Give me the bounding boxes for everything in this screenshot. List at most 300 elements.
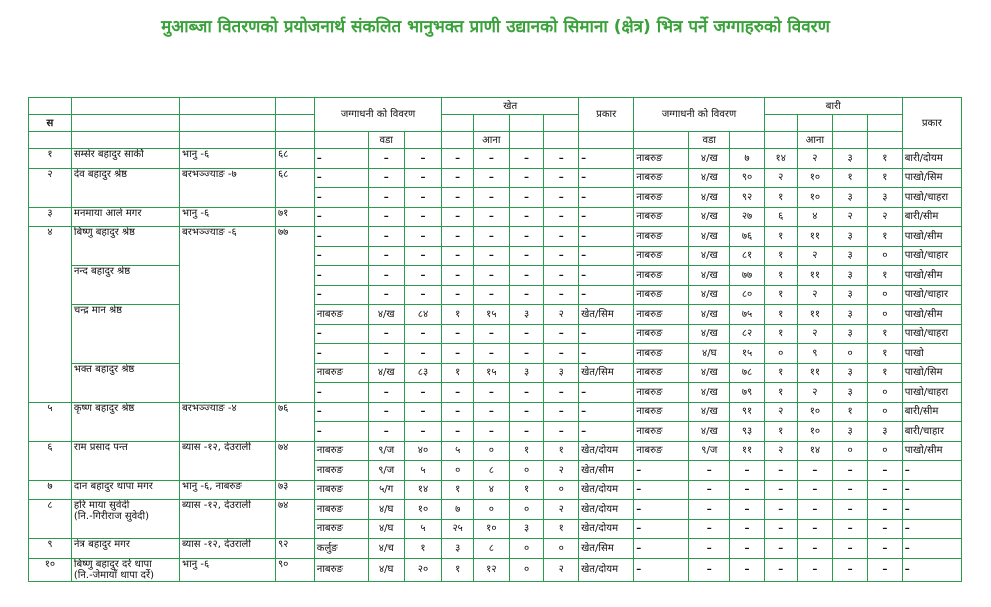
khet-cell: ० bbox=[544, 539, 579, 559]
khet-cell: ५ bbox=[404, 519, 442, 539]
bari-cell: ११ bbox=[730, 441, 765, 461]
khet-cell: – bbox=[368, 402, 404, 422]
bari-cell: १ bbox=[764, 383, 797, 403]
bari-cell: ७६ bbox=[730, 227, 765, 247]
khet-cell: ० bbox=[442, 461, 474, 481]
bari-cell: – bbox=[797, 539, 833, 559]
bari-cell: नाबरुङ bbox=[634, 422, 689, 442]
bari-cell: १ bbox=[764, 266, 797, 286]
bari-cell: – bbox=[764, 519, 797, 539]
khet-type: – bbox=[579, 266, 634, 286]
bari-type: पाखो/सीम bbox=[902, 441, 961, 461]
khet-cell: – bbox=[442, 168, 474, 188]
khet-cell: – bbox=[404, 246, 442, 266]
bari-cell: – bbox=[797, 519, 833, 539]
owner-name: मनमाया आले मगर bbox=[73, 207, 142, 219]
bari-cell: – bbox=[634, 558, 689, 581]
table-row bbox=[29, 149, 962, 169]
khet-cell: – bbox=[544, 168, 579, 188]
bari-cell: ४/ख bbox=[689, 227, 730, 247]
page-title: मुआब्जा वितरणको प्रयोजनार्थ संकलित भानुभक्त प्राणी उद्यानको सिमाना (क्षेत्र) भित्र पर्ने जग्गाहरुको विवरण bbox=[161, 17, 830, 37]
header-row-3 bbox=[29, 132, 962, 149]
khet-type: खेत/सिम bbox=[579, 539, 634, 559]
table-row bbox=[29, 480, 962, 500]
bari-cell: ४/ख bbox=[689, 188, 730, 208]
khet-cell: – bbox=[544, 227, 579, 247]
khet-cell: ० bbox=[509, 500, 544, 520]
khet-cell: – bbox=[442, 324, 474, 344]
bari-cell: नाबरुङ bbox=[634, 441, 689, 461]
khet-cell: – bbox=[442, 207, 474, 227]
owner-name: बिष्णु बहादुर श्रेष्ठ bbox=[73, 227, 135, 238]
khet-type: – bbox=[579, 344, 634, 364]
khet-cell: कर्लुङ bbox=[314, 539, 368, 559]
bari-cell: नाबरुङ bbox=[634, 383, 689, 403]
row-serial: ३ bbox=[29, 207, 72, 227]
bari-cell: ९२ bbox=[730, 188, 765, 208]
header-sn-label: स bbox=[29, 115, 72, 132]
bari-cell: – bbox=[833, 558, 868, 581]
bari-cell: १४ bbox=[797, 441, 833, 461]
table-row bbox=[29, 539, 962, 559]
khet-cell: ० bbox=[473, 441, 509, 461]
header-khet-owner: जग्गाधनी को विवरण bbox=[314, 98, 442, 132]
bari-cell: १ bbox=[764, 246, 797, 266]
khet-cell: – bbox=[314, 402, 368, 422]
row-serial: २ bbox=[29, 168, 72, 207]
khet-cell: ७ bbox=[442, 500, 474, 520]
table-row bbox=[29, 168, 962, 188]
bari-cell: नाबरुङ bbox=[634, 168, 689, 188]
khet-cell: – bbox=[314, 383, 368, 403]
khet-cell: १ bbox=[442, 363, 474, 383]
khet-cell: – bbox=[368, 324, 404, 344]
khet-cell: – bbox=[404, 207, 442, 227]
khet-cell: नाबरुङ bbox=[314, 480, 368, 500]
khet-cell: ९/ज bbox=[368, 461, 404, 481]
khet-type: – bbox=[579, 227, 634, 247]
bari-cell: १० bbox=[797, 422, 833, 442]
khet-cell: नाबरुङ bbox=[314, 500, 368, 520]
bari-cell: ४/ख bbox=[689, 422, 730, 442]
bari-cell: नाबरुङ bbox=[634, 266, 689, 286]
bari-cell: २ bbox=[797, 246, 833, 266]
row-number: ७६ bbox=[275, 402, 314, 441]
bari-type: पाखो/सिम bbox=[902, 168, 961, 188]
row-number: ७४ bbox=[275, 500, 314, 539]
khet-cell: – bbox=[442, 383, 474, 403]
bari-cell: – bbox=[867, 461, 902, 481]
bari-cell: ४/ख bbox=[689, 266, 730, 286]
khet-type: – bbox=[579, 324, 634, 344]
khet-cell: – bbox=[509, 227, 544, 247]
bari-cell: ३ bbox=[833, 266, 868, 286]
bari-cell: – bbox=[797, 461, 833, 481]
khet-type: – bbox=[579, 402, 634, 422]
khet-type: – bbox=[579, 383, 634, 403]
bari-cell: १ bbox=[867, 344, 902, 364]
khet-type: – bbox=[579, 188, 634, 208]
row-serial: ४ bbox=[29, 227, 72, 403]
khet-cell: २० bbox=[404, 558, 442, 581]
bari-cell: ३ bbox=[833, 363, 868, 383]
bari-cell: ७ bbox=[730, 149, 765, 169]
row-owner-name bbox=[71, 149, 179, 169]
khet-cell: – bbox=[442, 188, 474, 208]
row-owner-name bbox=[71, 168, 179, 207]
owner-name: बिष्णु बहादुर दर्रे थापा bbox=[73, 558, 152, 570]
bari-cell: १ bbox=[867, 168, 902, 188]
khet-cell: – bbox=[473, 188, 509, 208]
khet-cell: नाबरुङ bbox=[314, 305, 368, 325]
bari-cell: – bbox=[689, 519, 730, 539]
bari-type: – bbox=[902, 461, 961, 481]
khet-cell: – bbox=[544, 207, 579, 227]
khet-cell: – bbox=[509, 324, 544, 344]
header-bari-type: प्रकार bbox=[902, 98, 961, 149]
khet-cell: – bbox=[368, 168, 404, 188]
khet-cell: – bbox=[544, 402, 579, 422]
khet-cell: ९/ज bbox=[368, 441, 404, 461]
khet-cell: – bbox=[544, 383, 579, 403]
row-serial: १ bbox=[29, 149, 72, 169]
bari-cell: ४/ख bbox=[689, 305, 730, 325]
khet-cell: – bbox=[509, 207, 544, 227]
khet-type: खेत/दोयम bbox=[579, 441, 634, 461]
bari-cell: ० bbox=[867, 383, 902, 403]
khet-cell: – bbox=[314, 168, 368, 188]
bari-cell: ७७ bbox=[730, 266, 765, 286]
khet-cell: ३ bbox=[509, 363, 544, 383]
row-address: बरभञ्ज्याङ -६ bbox=[180, 227, 276, 403]
khet-cell: – bbox=[544, 285, 579, 305]
bari-cell: १ bbox=[867, 266, 902, 286]
khet-cell: २५ bbox=[442, 519, 474, 539]
row-address: बरभञ्ज्याङ -७ bbox=[180, 168, 276, 207]
khet-cell: – bbox=[544, 246, 579, 266]
header-bari-owner: जग्गाधनी को विवरण bbox=[634, 98, 765, 132]
bari-cell: ० bbox=[867, 402, 902, 422]
row-number: ६८ bbox=[275, 149, 314, 169]
row-owner-name bbox=[71, 539, 179, 559]
khet-cell: – bbox=[368, 285, 404, 305]
table-row bbox=[29, 227, 962, 247]
khet-cell: – bbox=[314, 149, 368, 169]
khet-cell: – bbox=[509, 149, 544, 169]
bari-cell: ४/ख bbox=[689, 363, 730, 383]
bari-cell: १ bbox=[867, 149, 902, 169]
bari-cell: नाबरुङ bbox=[634, 246, 689, 266]
bari-cell: – bbox=[634, 461, 689, 481]
bari-cell: ३ bbox=[833, 227, 868, 247]
khet-cell: १ bbox=[509, 480, 544, 500]
bari-cell: ८१ bbox=[730, 246, 765, 266]
khet-cell: ४/घ bbox=[368, 519, 404, 539]
bari-cell: – bbox=[833, 519, 868, 539]
row-owner-name bbox=[71, 558, 179, 581]
owner-name-note: (नि.-जेमायाँ थापा दर्रे) bbox=[73, 569, 154, 581]
khet-cell: ४/ख bbox=[368, 363, 404, 383]
row-owner-name bbox=[71, 207, 179, 227]
bari-type: पाखो/सीम bbox=[902, 266, 961, 286]
bari-cell: – bbox=[764, 461, 797, 481]
khet-cell: – bbox=[509, 344, 544, 364]
bari-type: बारी/सीम bbox=[902, 402, 961, 422]
khet-cell: ० bbox=[509, 461, 544, 481]
bari-type: पाखो bbox=[902, 344, 961, 364]
owner-name: चन्द्र मान श्रेष्ठ bbox=[73, 305, 123, 316]
bari-type: पाखो/सीम bbox=[902, 305, 961, 325]
bari-cell: – bbox=[634, 539, 689, 559]
bari-cell: – bbox=[730, 519, 765, 539]
khet-type: खेत/दोयम bbox=[579, 480, 634, 500]
bari-cell: ११ bbox=[797, 363, 833, 383]
row-address: भानु -६ bbox=[180, 149, 276, 169]
bari-type: – bbox=[902, 480, 961, 500]
header-khet-ward: वडा bbox=[368, 132, 404, 149]
bari-cell: ३ bbox=[833, 305, 868, 325]
row-owner-name bbox=[71, 402, 179, 441]
khet-cell: – bbox=[368, 227, 404, 247]
bari-cell: १ bbox=[833, 402, 868, 422]
row-address: भानु -६, नाबरुङ bbox=[180, 480, 276, 500]
khet-cell: – bbox=[404, 266, 442, 286]
bari-type: पाखो/सिम bbox=[902, 363, 961, 383]
khet-cell: – bbox=[442, 422, 474, 442]
bari-type: – bbox=[902, 558, 961, 581]
khet-cell: नाबरुङ bbox=[314, 558, 368, 581]
khet-cell: – bbox=[314, 285, 368, 305]
bari-cell: ६ bbox=[764, 207, 797, 227]
bari-cell: १ bbox=[867, 363, 902, 383]
bari-cell: १० bbox=[797, 402, 833, 422]
khet-cell: – bbox=[314, 344, 368, 364]
khet-type: – bbox=[579, 285, 634, 305]
khet-cell: १ bbox=[442, 480, 474, 500]
bari-cell: ३ bbox=[833, 246, 868, 266]
bari-cell: ७५ bbox=[730, 305, 765, 325]
bari-type: बारी/दोयम bbox=[902, 149, 961, 169]
khet-cell: – bbox=[404, 422, 442, 442]
bari-cell: – bbox=[764, 558, 797, 581]
khet-cell: ० bbox=[509, 539, 544, 559]
header-sn bbox=[29, 98, 72, 115]
owner-name: दान बहादुर थापा मगर bbox=[73, 480, 153, 492]
khet-cell: २ bbox=[544, 305, 579, 325]
khet-cell: ४/घ bbox=[368, 558, 404, 581]
land-register-table bbox=[28, 97, 962, 582]
khet-type: – bbox=[579, 207, 634, 227]
bari-cell: ४/ख bbox=[689, 402, 730, 422]
khet-cell: ० bbox=[473, 500, 509, 520]
khet-cell: – bbox=[509, 383, 544, 403]
khet-cell: – bbox=[368, 149, 404, 169]
bari-cell: ९३ bbox=[730, 422, 765, 442]
row-address: ब्यास -१२, देउराली bbox=[180, 500, 276, 539]
bari-type: – bbox=[902, 539, 961, 559]
row-number: ७३ bbox=[275, 480, 314, 500]
row-owner-name bbox=[71, 305, 179, 364]
owner-name: देव बहादुर श्रेष्ठ bbox=[73, 168, 128, 180]
owner-name: राम प्रसाद पन्त bbox=[73, 441, 128, 453]
khet-cell: – bbox=[442, 246, 474, 266]
khet-cell: – bbox=[442, 402, 474, 422]
table-row bbox=[29, 207, 962, 227]
bari-cell: ० bbox=[867, 305, 902, 325]
bari-cell: २ bbox=[764, 441, 797, 461]
khet-cell: – bbox=[314, 246, 368, 266]
khet-cell: २ bbox=[544, 500, 579, 520]
khet-cell: – bbox=[404, 149, 442, 169]
bari-cell: १ bbox=[764, 324, 797, 344]
row-owner-name bbox=[71, 441, 179, 480]
bari-cell: ४/ख bbox=[689, 324, 730, 344]
khet-cell: – bbox=[473, 227, 509, 247]
bari-cell: नाबरुङ bbox=[634, 207, 689, 227]
bari-cell: – bbox=[689, 539, 730, 559]
bari-cell: – bbox=[689, 500, 730, 520]
khet-cell: १२ bbox=[473, 558, 509, 581]
khet-cell: – bbox=[473, 266, 509, 286]
bari-cell: १ bbox=[764, 305, 797, 325]
khet-cell: – bbox=[404, 227, 442, 247]
khet-cell: – bbox=[404, 402, 442, 422]
row-serial: १० bbox=[29, 558, 72, 581]
bari-cell: ४/घ bbox=[689, 344, 730, 364]
khet-type: खेत/सिम bbox=[579, 305, 634, 325]
bari-cell: ११ bbox=[797, 227, 833, 247]
bari-cell: ४/ख bbox=[689, 246, 730, 266]
header-bari-aana: आना bbox=[797, 132, 833, 149]
khet-type: खेत/सीम bbox=[579, 461, 634, 481]
khet-cell: – bbox=[404, 188, 442, 208]
bari-cell: ० bbox=[867, 441, 902, 461]
bari-cell: ३ bbox=[867, 422, 902, 442]
khet-cell: १ bbox=[544, 519, 579, 539]
khet-cell: १५ bbox=[473, 363, 509, 383]
bari-type: पाखो/चाहरा bbox=[902, 324, 961, 344]
header-row-1 bbox=[29, 98, 962, 115]
owner-name: हरि माया सुवेदी bbox=[73, 500, 130, 511]
bari-cell: ९ bbox=[797, 344, 833, 364]
bari-cell: – bbox=[797, 480, 833, 500]
header-row-2 bbox=[29, 115, 962, 132]
header-bari: बारी bbox=[764, 98, 902, 115]
bari-cell: २ bbox=[764, 168, 797, 188]
table-row bbox=[29, 441, 962, 461]
row-number: ६८ bbox=[275, 168, 314, 207]
bari-cell: २ bbox=[797, 324, 833, 344]
bari-type: पाखो/चाहरा bbox=[902, 188, 961, 208]
row-number: ७७ bbox=[275, 227, 314, 403]
khet-cell: ३ bbox=[509, 305, 544, 325]
row-owner-name bbox=[71, 227, 179, 266]
bari-cell: २ bbox=[797, 383, 833, 403]
row-serial: ५ bbox=[29, 402, 72, 441]
bari-cell: नाबरुङ bbox=[634, 324, 689, 344]
bari-cell: ४/ख bbox=[689, 149, 730, 169]
header-khet-type: प्रकार bbox=[579, 98, 634, 132]
khet-cell: – bbox=[404, 344, 442, 364]
bari-cell: ८२ bbox=[730, 324, 765, 344]
khet-cell: – bbox=[509, 266, 544, 286]
bari-type: पाखो/चाहरा bbox=[902, 383, 961, 403]
bari-type: बारी/चाहार bbox=[902, 422, 961, 442]
khet-type: – bbox=[579, 168, 634, 188]
owner-name: नन्द बहादुर श्रेष्ठ bbox=[73, 266, 131, 277]
row-number: ७४ bbox=[275, 441, 314, 480]
bari-cell: – bbox=[833, 539, 868, 559]
bari-cell: २ bbox=[764, 402, 797, 422]
khet-cell: ५ bbox=[404, 461, 442, 481]
khet-cell: – bbox=[544, 344, 579, 364]
bari-cell: – bbox=[867, 558, 902, 581]
bari-cell: ३ bbox=[833, 383, 868, 403]
khet-cell: – bbox=[544, 188, 579, 208]
khet-cell: १४ bbox=[404, 480, 442, 500]
row-owner-name bbox=[71, 363, 179, 402]
khet-cell: १ bbox=[509, 441, 544, 461]
bari-type: पाखो/चाहार bbox=[902, 285, 961, 305]
khet-cell: १ bbox=[404, 539, 442, 559]
bari-cell: १ bbox=[764, 227, 797, 247]
khet-cell: – bbox=[314, 266, 368, 286]
khet-cell: ८३ bbox=[404, 363, 442, 383]
bari-cell: – bbox=[867, 480, 902, 500]
bari-cell: नाबरुङ bbox=[634, 402, 689, 422]
bari-cell: ० bbox=[833, 344, 868, 364]
table-row bbox=[29, 305, 962, 325]
khet-type: खेत/दोयम bbox=[579, 519, 634, 539]
row-serial: ६ bbox=[29, 441, 72, 480]
khet-cell: – bbox=[473, 422, 509, 442]
khet-cell: १५ bbox=[473, 305, 509, 325]
bari-cell: नाबरुङ bbox=[634, 149, 689, 169]
khet-cell: – bbox=[473, 383, 509, 403]
bari-cell: – bbox=[730, 461, 765, 481]
khet-cell: ५ bbox=[442, 441, 474, 461]
khet-cell: – bbox=[442, 149, 474, 169]
khet-cell: नाबरुङ bbox=[314, 519, 368, 539]
khet-type: खेत/दोयम bbox=[579, 500, 634, 520]
khet-cell: – bbox=[368, 246, 404, 266]
bari-cell: – bbox=[833, 500, 868, 520]
khet-cell: ३ bbox=[544, 363, 579, 383]
bari-cell: १० bbox=[797, 188, 833, 208]
khet-cell: – bbox=[404, 324, 442, 344]
row-number: ९२ bbox=[275, 539, 314, 559]
bari-cell: १ bbox=[867, 324, 902, 344]
khet-cell: ४ bbox=[473, 480, 509, 500]
khet-type: खेत/सिम bbox=[579, 363, 634, 383]
bari-cell: – bbox=[689, 558, 730, 581]
bari-cell: ११ bbox=[797, 266, 833, 286]
header-khet: खेत bbox=[442, 98, 579, 115]
bari-cell: ७८ bbox=[730, 363, 765, 383]
bari-cell: ० bbox=[833, 441, 868, 461]
row-address: ब्यास -१२, देउराली bbox=[180, 441, 276, 480]
khet-cell: – bbox=[473, 344, 509, 364]
khet-cell: – bbox=[473, 207, 509, 227]
khet-cell: १० bbox=[473, 519, 509, 539]
khet-cell: – bbox=[368, 422, 404, 442]
bari-type: पाखो/सीम bbox=[902, 227, 961, 247]
bari-cell: ० bbox=[867, 246, 902, 266]
header-bari-ward: वडा bbox=[689, 132, 730, 149]
khet-cell: ४/घ bbox=[368, 500, 404, 520]
bari-cell: ४ bbox=[797, 207, 833, 227]
khet-cell: – bbox=[442, 266, 474, 286]
